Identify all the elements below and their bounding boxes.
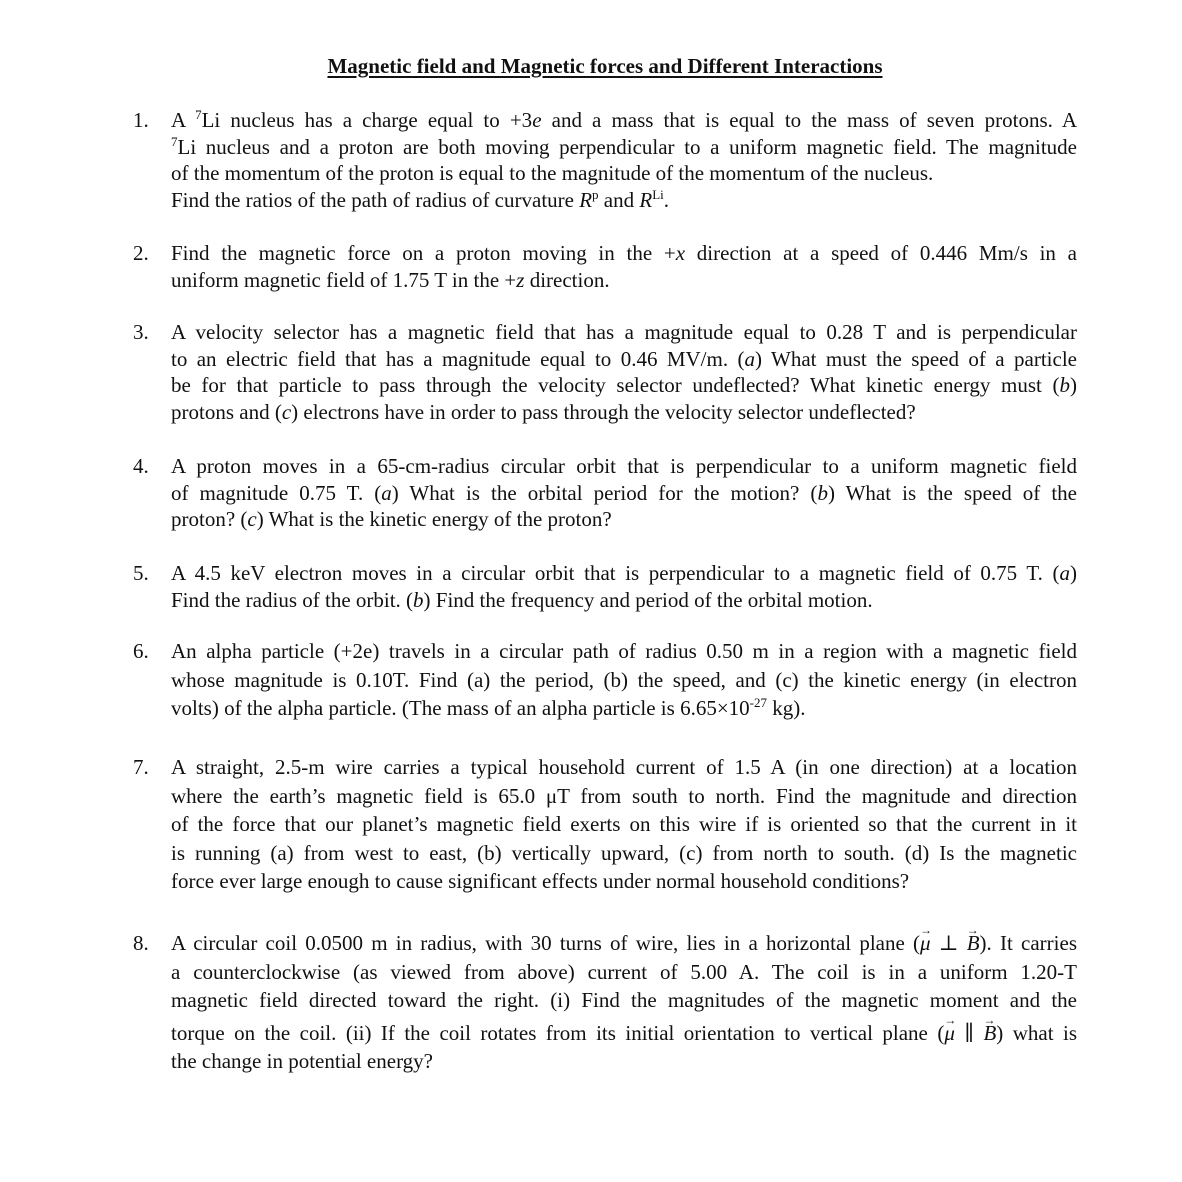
question-line: A circular coil 0.0500 m in radius, with 30 turns of wire, lies in a horizontal plane (→ μ ⊥ → B). It carries <box>171 929 1077 958</box>
question-6 <box>133 637 1077 723</box>
question-line: a counterclockwise (as viewed from above) current of 5.00 A. The coil is in a uniform 1.20-T <box>171 959 1077 984</box>
question-line: to an electric field that has a magnitude equal to 0.46 MV/m. (a) What must the speed of a particle <box>171 346 1077 371</box>
question-line: where the earth’s magnetic field is 65.0 μT from south to north. Find the magnitude and direction <box>171 783 1077 808</box>
question-2 <box>133 240 1077 293</box>
document-title: Magnetic field and Magnetic forces and Different Interactions <box>327 54 883 78</box>
question-line: Find the radius of the orbit. (b) Find the frequency and period of the orbital motion. <box>171 587 873 612</box>
question-1 <box>133 107 1077 213</box>
question-line: A 4.5 keV electron moves in a circular orbit that is perpendicular to a magnetic field of 0.75 T. (a) <box>171 561 1077 585</box>
question-line: A proton moves in a 65-cm-radius circular orbit that is perpendicular to a uniform magnetic field <box>171 454 1077 478</box>
question-number: 6. <box>133 639 149 663</box>
question-line: Find the ratios of the path of radius of curvature $R^p$ and $R^{Li}$. <box>171 186 670 212</box>
question-number: 2. <box>133 241 149 265</box>
b-vector: → B <box>967 929 980 958</box>
question-number: 1. <box>133 108 149 132</box>
question-7 <box>133 753 1077 896</box>
mu-vector: → μ <box>920 929 931 958</box>
question-number: 3. <box>133 320 149 344</box>
question-line: Find the magnetic force on a proton moving in the +x direction at a speed of 0.446 Mm/s in a <box>171 241 1077 265</box>
question-4 <box>133 453 1077 533</box>
question-line: protons and (c) electrons have in order to pass through the velocity selector undeflected? <box>171 399 916 424</box>
question-number: 4. <box>133 454 149 478</box>
question-line: torque on the coil. (ii) If the coil rotates from its initial orientation to vertical plane (→ μ ∥ → B) what is <box>171 1019 1077 1048</box>
question-5 <box>133 560 1077 613</box>
question-line: An alpha particle (+2e) travels in a circular path of radius 0.50 m in a region with a magnetic field <box>171 639 1077 663</box>
question-8 <box>133 929 1077 1076</box>
question-line: magnetic field directed toward the right. (i) Find the magnitudes of the magnetic moment and the <box>171 988 1077 1012</box>
question-line: whose magnitude is 0.10T. Find (a) the period, (b) the speed, and (c) the kinetic energy (in electron <box>171 667 1077 692</box>
b-vector: → B <box>983 1019 996 1048</box>
question-line: the change in potential energy? <box>171 1049 434 1073</box>
question-line: of the force that our planet’s magnetic field exerts on this wire if is oriented so that the current in it <box>171 812 1077 836</box>
question-line: is running (a) from west to east, (b) vertically upward, (c) from north to south. (d) Is the magnetic <box>171 840 1077 865</box>
question-number: 7. <box>133 755 149 779</box>
question-number: 5. <box>133 561 149 585</box>
question-line: A $^7$Li nucleus has a charge equal to +3e and a mass that is equal to the mass of seven protons. A <box>171 107 1077 132</box>
question-line: be for that particle to pass through the velocity selector undeflected? What kinetic energy must (b) <box>171 373 1077 397</box>
question-line: force ever large enough to cause significant effects under normal household conditions? <box>171 869 910 893</box>
mu-vector: → μ <box>944 1019 955 1048</box>
question-line: uniform magnetic field of 1.75 T in the +z direction. <box>171 267 610 292</box>
question-line: A straight, 2.5-m wire carries a typical household current of 1.5 A (in one direction) at a location <box>171 755 1077 779</box>
question-line: volts) of the alpha particle. (The mass of an alpha particle is $6.65\times 10^{-27}$ kg). <box>171 695 806 720</box>
question-line: $^7$Li nucleus and a proton are both moving perpendicular to a uniform magnetic field. The magnitude <box>171 133 1077 159</box>
question-line: of magnitude 0.75 T. (a) What is the orbital period for the motion? (b) What is the speed of the <box>171 480 1077 505</box>
question-line: of the momentum of the proton is equal to the magnitude of the momentum of the nucleus. <box>171 161 934 185</box>
question-line: A velocity selector has a magnetic field that has a magnitude equal to 0.28 T and is perpendicular <box>171 320 1077 344</box>
question-line: proton? (c) What is the kinetic energy of the proton? <box>171 507 612 531</box>
question-number: 8. <box>133 931 149 955</box>
question-3 <box>133 319 1077 425</box>
